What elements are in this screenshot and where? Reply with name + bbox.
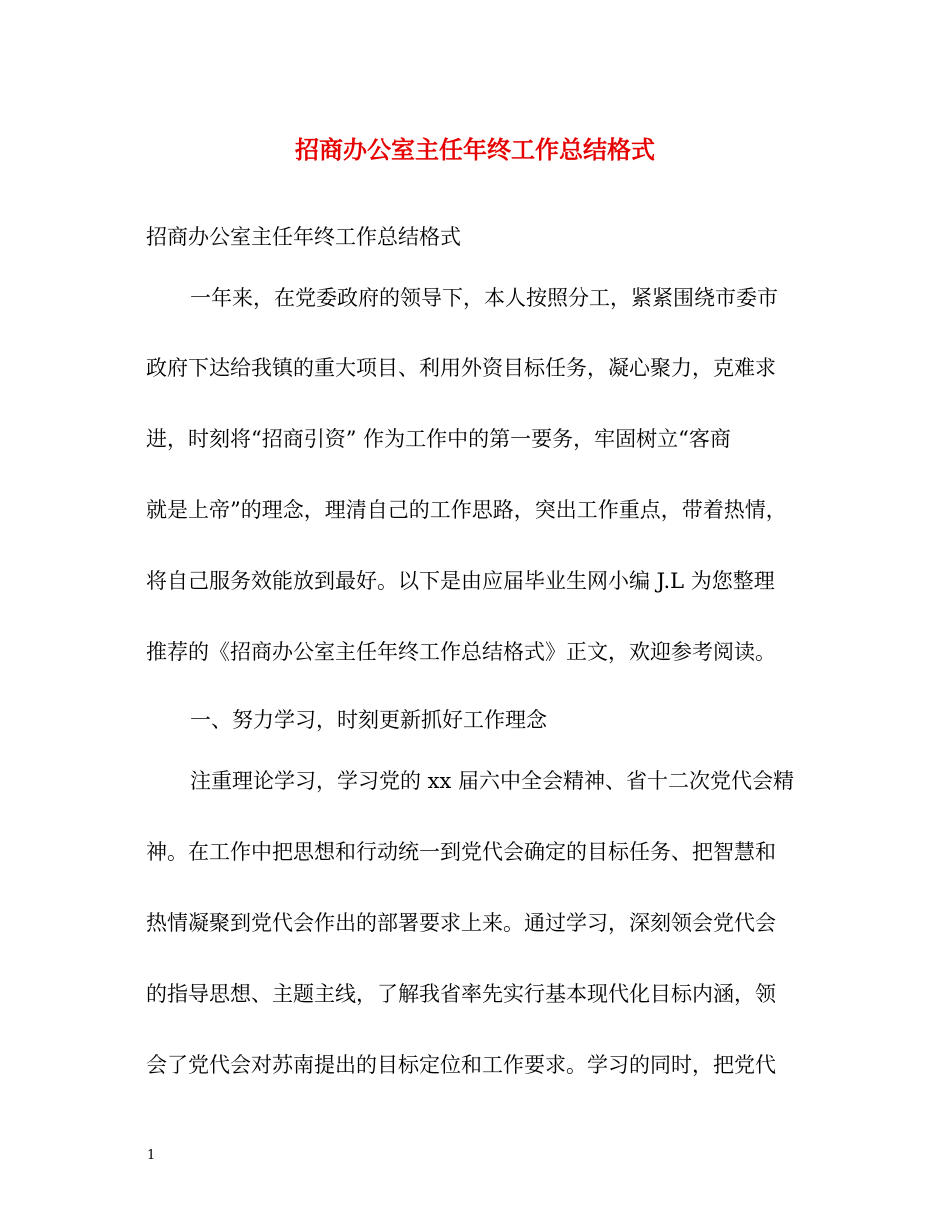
paragraph-line: 一年来，在党委政府的领导下，本人按照分工，紧紧围绕市委市 bbox=[190, 286, 778, 310]
paragraph-line: 将自己服务效能放到最好。以下是由应届毕业生网小编 J.L 为您整理 bbox=[146, 569, 775, 593]
paragraph-line: 会了党代会对苏南提出的目标定位和工作要求。学习的同时，把党代 bbox=[146, 1053, 776, 1077]
paragraph-line: 神。在工作中把思想和行动统一到党代会确定的目标任务、把智慧和 bbox=[146, 840, 776, 864]
subtitle-line: 招商办公室主任年终工作总结格式 bbox=[146, 225, 461, 249]
paragraph-line: 进，时刻将“招商引资” 作为工作中的第一要务，牢固树立“客商 bbox=[146, 427, 731, 451]
paragraph-line: 政府下达给我镇的重大项目、利用外资目标任务，凝心聚力，克难求 bbox=[146, 356, 776, 380]
document-title: 招商办公室主任年终工作总结格式 bbox=[295, 135, 655, 164]
paragraph-line: 就是上帝”的理念，理清自己的工作思路，突出工作重点，带着热情， bbox=[146, 498, 787, 522]
paragraph-line: 推荐的《招商办公室主任年终工作总结格式》正文，欢迎参考阅读。 bbox=[146, 640, 776, 664]
paragraph-line: 注重理论学习，学习党的 xx 届六中全会精神、省十二次党代会精 bbox=[190, 769, 795, 793]
page-number: 1 bbox=[147, 1148, 156, 1163]
section-heading: 一、努力学习，时刻更新抓好工作理念 bbox=[190, 708, 547, 732]
paragraph-line: 热情凝聚到党代会作出的部署要求上来。通过学习，深刻领会党代会 bbox=[146, 911, 776, 935]
paragraph-line: 的指导思想、主题主线，了解我省率先实行基本现代化目标内涵，领 bbox=[146, 982, 776, 1006]
